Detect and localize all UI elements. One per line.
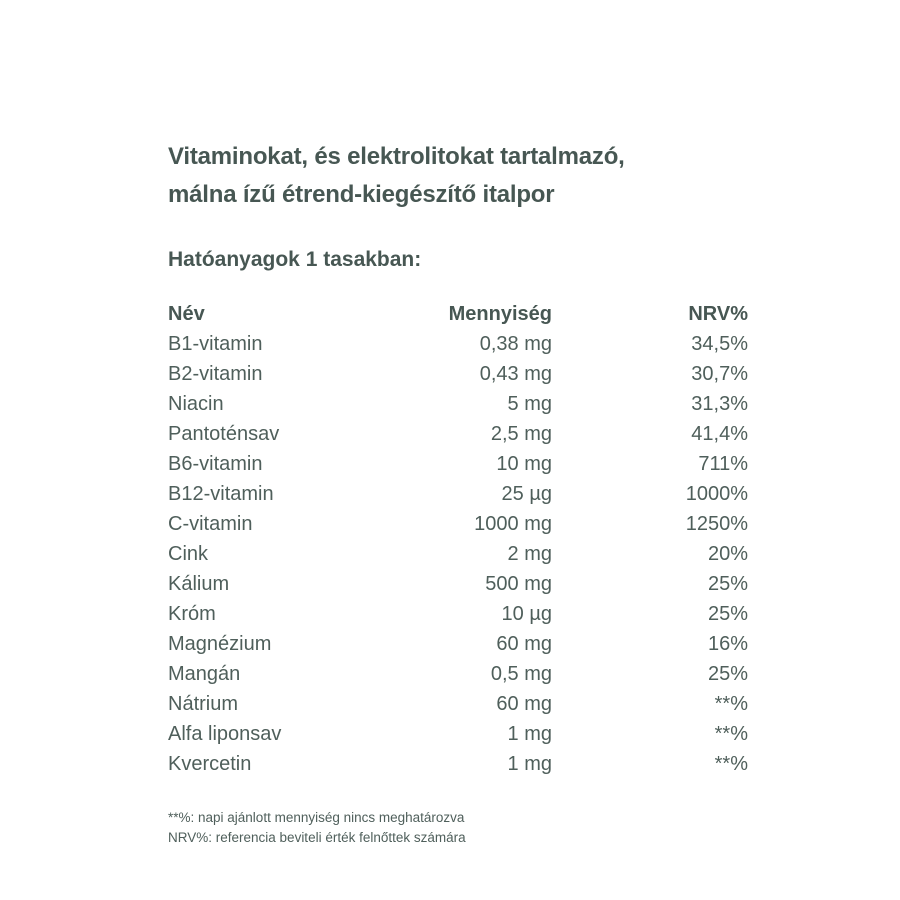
table-row (168, 749, 748, 779)
nutrient-name: Magnézium (168, 633, 272, 655)
nutrient-table (168, 299, 748, 779)
table-row (168, 449, 748, 479)
nutrient-quantity: 1 mg (507, 753, 552, 775)
nutrient-nrv: 41,4% (691, 423, 748, 445)
table-row (168, 569, 748, 599)
nutrient-nrv: 25% (707, 573, 748, 595)
nutrient-name: Pantoténsav (168, 423, 280, 445)
product-title-line-1: Vitaminokat, és elektrolitokat tartalmazó, (168, 143, 625, 170)
nutrient-nrv: **% (714, 723, 748, 745)
column-header-name: Név (168, 303, 205, 325)
footnote-nrv-definition: NRV%: referencia beviteli érték felnőttek számára (168, 830, 466, 845)
table-row (168, 599, 748, 629)
table-row (168, 629, 748, 659)
nutrient-name: Kvercetin (168, 753, 252, 775)
product-title-line-2: málna ízű étrend-kiegészítő italpor (168, 181, 555, 208)
nutrient-name: Mangán (168, 663, 241, 685)
table-row (168, 329, 748, 359)
nutrient-nrv: 1000% (685, 483, 748, 505)
table-row (168, 479, 748, 509)
nutrient-nrv: 25% (707, 603, 748, 625)
nutrient-quantity: 60 mg (496, 693, 552, 715)
nutrient-nrv: 20% (707, 543, 748, 565)
nutrient-quantity: 10 µg (501, 603, 552, 625)
table-row (168, 509, 748, 539)
nutrient-name: B12-vitamin (168, 483, 274, 505)
nutrient-name: Kálium (168, 573, 230, 595)
nutrient-quantity: 0,43 mg (479, 363, 552, 385)
nutrient-name: C-vitamin (168, 513, 253, 535)
nutrient-name: B2-vitamin (168, 363, 263, 385)
nutrient-quantity: 10 mg (496, 453, 552, 475)
nutrient-quantity: 25 µg (501, 483, 552, 505)
nutrient-quantity: 60 mg (496, 633, 552, 655)
nutrient-quantity: 0,38 mg (479, 333, 552, 355)
nutrient-quantity: 1000 mg (474, 513, 552, 535)
table-row (168, 539, 748, 569)
nutrient-name: Króm (168, 603, 216, 625)
table-row (168, 719, 748, 749)
nutrient-name: Cink (168, 543, 209, 565)
column-header-quantity: Mennyiség (448, 303, 552, 325)
product-label (168, 138, 758, 848)
nutrient-nrv: **% (714, 753, 748, 775)
nutrient-quantity: 2,5 mg (490, 423, 552, 445)
nutrient-quantity: 5 mg (507, 393, 552, 415)
nutrient-quantity: 2 mg (507, 543, 552, 565)
table-row (168, 689, 748, 719)
footnotes (168, 808, 758, 848)
nutrient-nrv: 25% (707, 663, 748, 685)
column-header-nrv: NRV% (688, 303, 748, 325)
nutrient-name: Niacin (168, 393, 224, 415)
nutrient-nrv: 1250% (685, 513, 748, 535)
nutrient-name: B6-vitamin (168, 453, 263, 475)
footnote-not-determined: **%: napi ajánlott mennyiség nincs meghatározva (168, 810, 465, 825)
table-row (168, 389, 748, 419)
nutrient-quantity: 0,5 mg (490, 663, 552, 685)
nutrient-table-body (168, 329, 748, 779)
nutrient-nrv: 34,5% (691, 333, 748, 355)
table-row (168, 419, 748, 449)
nutrient-name: Alfa liponsav (168, 723, 282, 745)
nutrient-quantity: 500 mg (485, 573, 552, 595)
nutrient-nrv: **% (714, 693, 748, 715)
nutrient-nrv: 16% (707, 633, 748, 655)
nutrient-nrv: 711% (698, 453, 748, 475)
nutrient-nrv: 31,3% (691, 393, 748, 415)
table-row (168, 659, 748, 689)
nutrient-nrv: 30,7% (691, 363, 748, 385)
nutrient-name: B1-vitamin (168, 333, 263, 355)
nutrient-name: Nátrium (168, 693, 239, 715)
table-header-row (168, 299, 748, 329)
nutrient-quantity: 1 mg (507, 723, 552, 745)
ingredients-heading: Hatóanyagok 1 tasakban: (168, 248, 422, 271)
table-row (168, 359, 748, 389)
